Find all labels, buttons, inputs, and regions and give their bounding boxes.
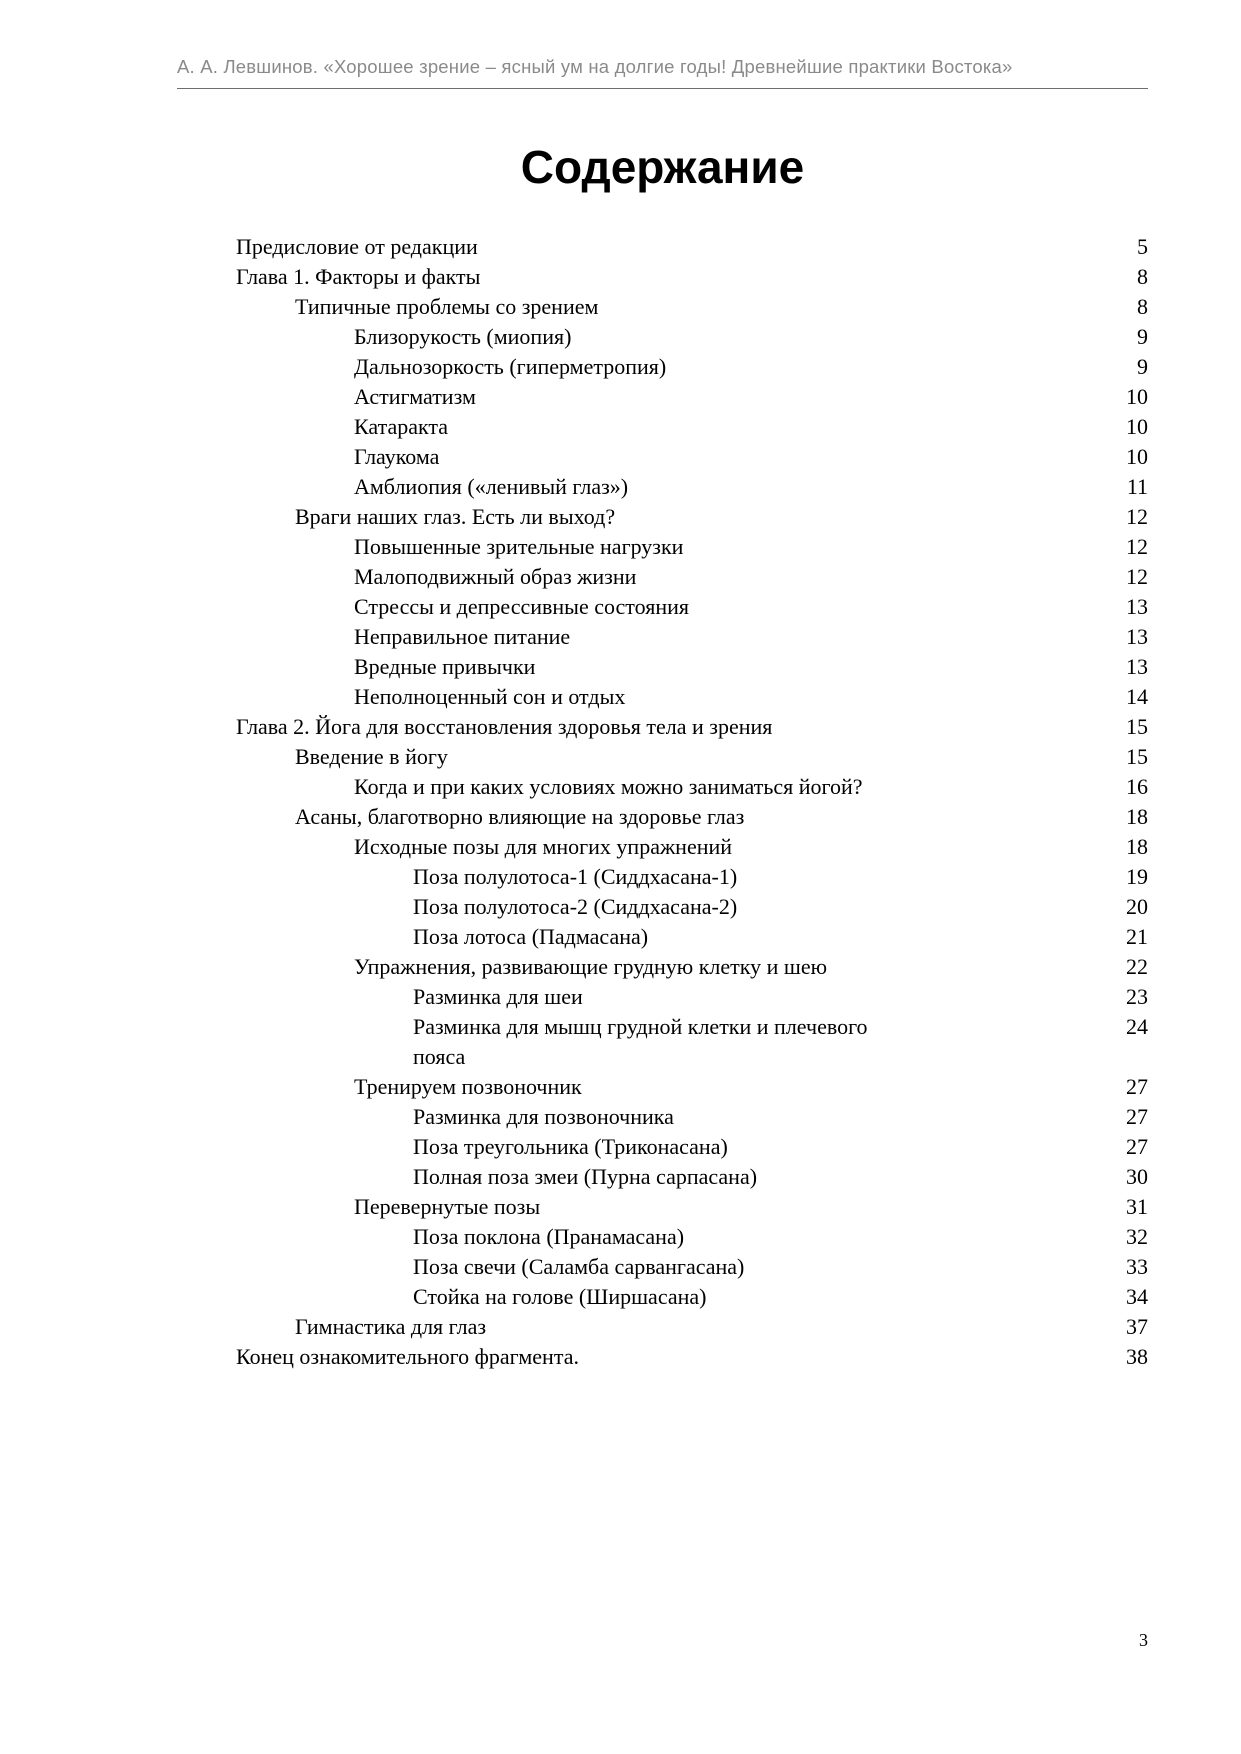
toc-entry-title: Поза свечи (Саламба сарвангасана) (413, 1254, 745, 1279)
toc-entry[interactable] (236, 742, 1148, 772)
toc-entry-title: Упражнения, развивающие грудную клетку и шею (354, 954, 828, 979)
toc-entry-title: Дальнозоркость (гиперметропия) (354, 354, 667, 379)
toc-entry-title: Когда и при каких условиях можно заниматься йогой? (354, 774, 863, 799)
toc-entry[interactable] (236, 922, 1148, 952)
toc-entry-page: 16 (1126, 774, 1148, 799)
toc-entry-title: Поза полулотоса-2 (Сиддхасана-2) (413, 894, 738, 919)
toc-entry-title: Неправильное питание (354, 624, 571, 649)
toc-entry-title: Тренируем позвоночник (354, 1074, 582, 1099)
toc-entry-title: Малоподвижный образ жизни (354, 564, 637, 589)
toc-entry[interactable] (236, 322, 1148, 352)
toc-entry-page: 30 (1126, 1164, 1148, 1189)
toc-entry[interactable] (236, 1132, 1148, 1162)
running-header: А. А. Левшинов. «Хорошее зрение – ясный ум на долгие годы! Древнейшие практики Востока» (177, 56, 1013, 77)
toc-entry[interactable] (236, 892, 1148, 922)
toc-entry[interactable] (236, 1282, 1148, 1312)
toc-entry[interactable] (236, 772, 1148, 802)
toc-entry[interactable] (236, 862, 1148, 892)
toc-entry[interactable] (236, 1252, 1148, 1282)
toc-entry[interactable] (236, 442, 1148, 472)
toc-entry[interactable] (236, 622, 1148, 652)
toc-entry[interactable] (236, 1222, 1148, 1252)
toc-entry-page: 9 (1137, 354, 1148, 379)
header-divider (177, 88, 1148, 89)
toc-entry-page: 31 (1126, 1194, 1148, 1219)
toc-entry[interactable] (236, 682, 1148, 712)
page-number: 3 (1139, 1630, 1148, 1650)
toc-entry-title: Типичные проблемы со зрением (295, 294, 599, 319)
toc-entry[interactable] (236, 232, 1148, 262)
toc-entry-page: 10 (1126, 444, 1148, 469)
toc-entry-title: Поза полулотоса-1 (Сиддхасана-1) (413, 864, 738, 889)
toc-entry-page: 15 (1126, 744, 1148, 769)
toc-entry[interactable] (236, 802, 1148, 832)
toc-entry[interactable] (236, 1342, 1148, 1372)
toc-entry-page: 14 (1126, 684, 1148, 709)
toc-entry-title: Амблиопия («ленивый глаз») (354, 474, 629, 499)
toc-entry[interactable] (236, 1162, 1148, 1192)
toc-entry[interactable] (236, 562, 1148, 592)
toc-entry-page: 23 (1126, 984, 1148, 1009)
toc-entry-page: 12 (1126, 534, 1148, 559)
toc-entry-title: Исходные позы для многих упражнений (354, 834, 733, 859)
toc-entry-title: Поза поклона (Пранамасана) (413, 1224, 685, 1249)
toc-entry-title: Предисловие от редакции (236, 234, 478, 259)
toc-entry-title: Перевернутые позы (354, 1194, 541, 1219)
toc-entry-page: 27 (1126, 1134, 1148, 1159)
toc-entry[interactable] (236, 1102, 1148, 1132)
toc-entry-title: Разминка для шеи (413, 984, 583, 1009)
toc-entry-title: Гимнастика для глаз (295, 1314, 487, 1339)
toc-entry-page: 32 (1126, 1224, 1148, 1249)
toc-entry-title: Глава 1. Факторы и факты (236, 264, 481, 289)
toc-entry[interactable] (236, 832, 1148, 862)
toc-entry[interactable] (236, 592, 1148, 622)
toc-entry-page: 20 (1126, 894, 1148, 919)
toc-entry[interactable] (236, 292, 1148, 322)
toc-entry-page: 9 (1137, 324, 1148, 349)
toc-entry-page: 13 (1126, 594, 1148, 619)
toc-entry-page: 5 (1137, 234, 1148, 259)
toc-entry-title: Глава 2. Йога для восстановления здоровья тела и зрения (236, 714, 773, 739)
toc-entry-page: 18 (1126, 804, 1148, 829)
toc-entry-page: 15 (1126, 714, 1148, 739)
toc-entry[interactable] (236, 1312, 1148, 1342)
toc-entry[interactable] (236, 472, 1148, 502)
toc-entry[interactable] (236, 652, 1148, 682)
toc-entry[interactable] (236, 712, 1148, 742)
toc-entry[interactable] (236, 1072, 1148, 1102)
toc-entry[interactable] (236, 382, 1148, 412)
table-of-contents (236, 232, 1148, 1372)
toc-entry-page: 13 (1126, 654, 1148, 679)
toc-entry[interactable] (236, 1192, 1148, 1222)
toc-entry-page: 8 (1137, 294, 1148, 319)
toc-entry-page: 10 (1126, 384, 1148, 409)
toc-entry-title: Поза треугольника (Триконасана) (413, 1134, 728, 1159)
toc-entry-title: Повышенные зрительные нагрузки (354, 534, 684, 559)
toc-entry-title: Стрессы и депрессивные состояния (354, 594, 689, 619)
toc-entry-title: Полная поза змеи (Пурна сарпасана) (413, 1164, 758, 1189)
toc-entry-page: 33 (1126, 1254, 1148, 1279)
toc-entry-page: 38 (1126, 1344, 1148, 1369)
toc-entry-page: 10 (1126, 414, 1148, 439)
toc-entry[interactable] (236, 352, 1148, 382)
toc-entry-title: Катаракта (354, 414, 449, 439)
toc-entry-title: Вредные привычки (354, 654, 536, 679)
toc-entry-page: 21 (1126, 924, 1148, 949)
toc-entry[interactable] (236, 412, 1148, 442)
toc-entry-page: 12 (1126, 564, 1148, 589)
toc-entry-title: Стойка на голове (Ширшасана) (413, 1284, 707, 1309)
toc-entry-title: Астигматизм (354, 384, 476, 409)
toc-entry-title: Разминка для позвоночника (413, 1104, 674, 1129)
toc-entry-title: Глаукома (354, 444, 440, 469)
toc-entry[interactable] (236, 502, 1148, 532)
toc-entry-page: 24 (1126, 1014, 1148, 1039)
toc-entry-page: 37 (1126, 1314, 1148, 1339)
toc-entry[interactable] (236, 952, 1148, 982)
toc-entry-page: 13 (1126, 624, 1148, 649)
toc-entry-page: 19 (1126, 864, 1148, 889)
page-title: Содержание (520, 141, 805, 193)
toc-entry[interactable] (236, 532, 1148, 562)
toc-entry-title: Разминка для мышц грудной клетки и плечевого пояса (413, 1014, 868, 1069)
toc-entry-page: 22 (1126, 954, 1148, 979)
toc-entry-title: Асаны, благотворно влияющие на здоровье глаз (295, 804, 745, 829)
toc-entry-page: 8 (1137, 264, 1148, 289)
toc-entry[interactable] (236, 1012, 1148, 1072)
toc-entry-page: 27 (1126, 1074, 1148, 1099)
toc-entry[interactable] (236, 262, 1148, 292)
toc-entry-page: 18 (1126, 834, 1148, 859)
toc-entry-page: 11 (1126, 474, 1148, 499)
toc-entry-page: 27 (1126, 1104, 1148, 1129)
toc-entry[interactable] (236, 982, 1148, 1012)
toc-entry-title: Неполноценный сон и отдых (354, 684, 626, 709)
toc-entry-title: Введение в йогу (295, 744, 448, 769)
toc-entry-page: 34 (1126, 1284, 1148, 1309)
toc-entry-title: Враги наших глаз. Есть ли выход? (295, 504, 616, 529)
toc-entry-title: Близорукость (миопия) (354, 324, 572, 349)
toc-entry-page: 12 (1126, 504, 1148, 529)
toc-entry-title: Поза лотоса (Падмасана) (413, 924, 649, 949)
toc-entry-title: Конец ознакомительного фрагмента. (236, 1344, 579, 1369)
